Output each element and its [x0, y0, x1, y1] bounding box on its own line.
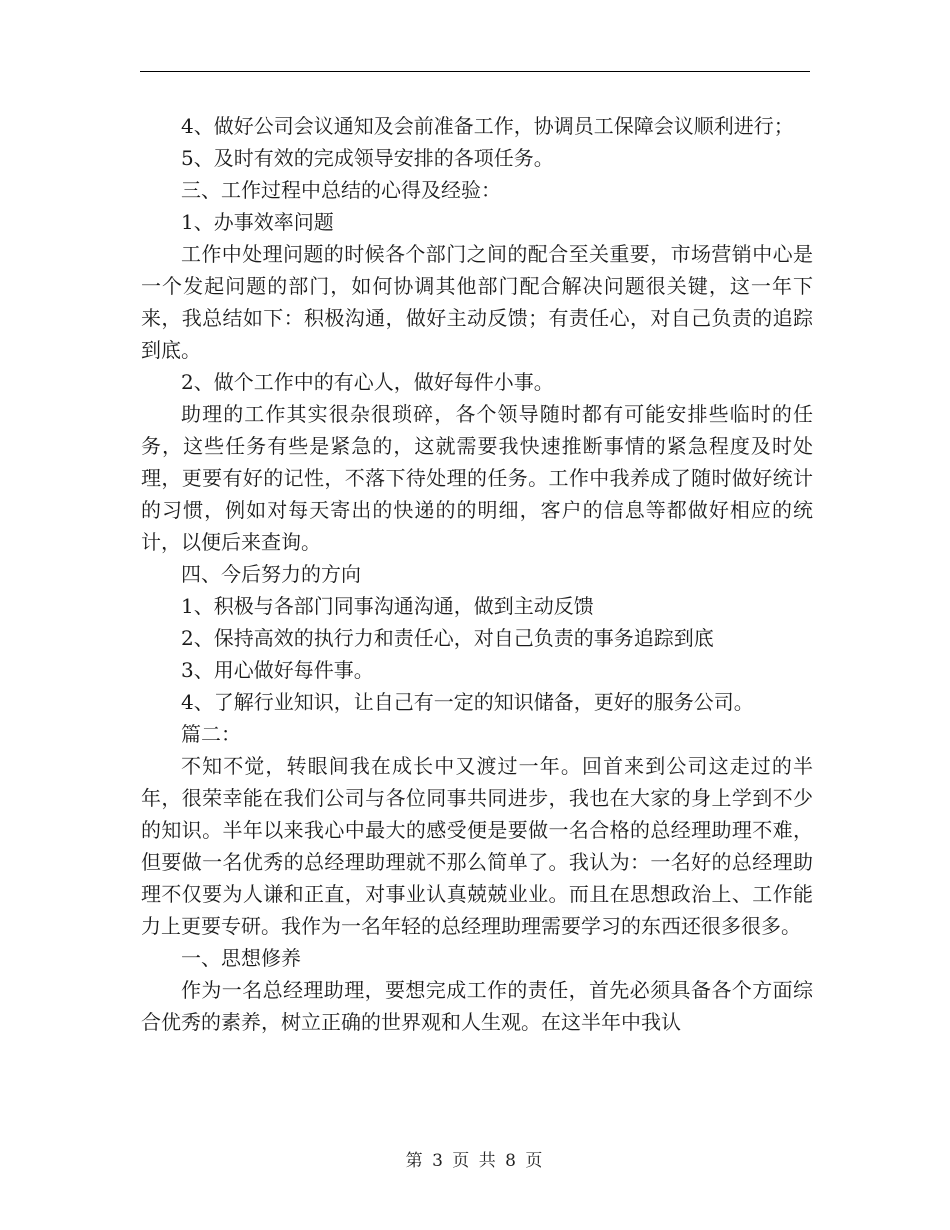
paragraph: 作为一名总经理助理，要想完成工作的责任，首先必须具备各个方面综合优秀的素养，树立正确的世界观和人生观。在这半年中我认: [141, 978, 813, 1034]
paragraph: 工作中处理问题的时候各个部门之间的配合至关重要，市场营销中心是一个发起问题的部门，如何协调其他部门配合解决问题很关键，这一年下来，我总结如下：积极沟通，做好主动反馈；有责任心，对自己负责的追踪到底。: [141, 242, 813, 362]
subheading: 2、做个工作中的有心人，做好每件小事。: [181, 370, 554, 394]
section-heading: 四、今后努力的方向: [181, 562, 361, 586]
body-text: [141, 110, 813, 1038]
header-rule: [140, 71, 810, 72]
list-item: 1、积极与各部门同事沟通沟通，做到主动反馈: [181, 594, 594, 618]
list-item: 3、用心做好每件事。: [181, 658, 374, 682]
paragraph: 5、及时有效的完成领导安排的各项任务。: [181, 146, 554, 170]
paragraph: 4、做好公司会议通知及会前准备工作，协调员工保障会议顺利进行；: [181, 114, 794, 138]
subheading: 1、办事效率问题: [181, 210, 334, 234]
paragraph: 不知不觉，转眼间我在成长中又渡过一年。回首来到公司这走过的半年，很荣幸能在我们公司与各位同事共同进步，我也在大家的身上学到不少的知识。半年以来我心中最大的感受便是要做一名合格的总经理助理不难，但要做一名优秀的总经理助理就不那么简单了。我认为：一名好的总经理助理不仅要为人谦和正直，对事业认真兢兢业业。而且在思想政治上、工作能力上更要专研。我作为一名年轻的总经理助理需要学习的东西还很多很多。: [141, 754, 813, 938]
list-item: 4、了解行业知识，让自己有一定的知识储备，更好的服务公司。: [181, 690, 754, 714]
section-heading: 三、工作过程中总结的心得及经验：: [181, 178, 501, 202]
page-number-footer: 第 3 页 共 8 页: [405, 1151, 545, 1171]
section-heading: 一、思想修养: [181, 946, 301, 970]
paragraph: 助理的工作其实很杂很琐碎，各个领导随时都有可能安排些临时的任务，这些任务有些是紧急的，这就需要我快速推断事情的紧急程度及时处理，更要有好的记性，不落下待处理的任务。工作中我养成了随时做好统计的习惯，例如对每天寄出的快递的的明细，客户的信息等都做好相应的统计，以便后来查询。: [141, 402, 813, 554]
list-item: 2、保持高效的执行力和责任心，对自己负责的事务追踪到底: [181, 626, 714, 650]
part-heading: 篇二：: [181, 722, 241, 746]
